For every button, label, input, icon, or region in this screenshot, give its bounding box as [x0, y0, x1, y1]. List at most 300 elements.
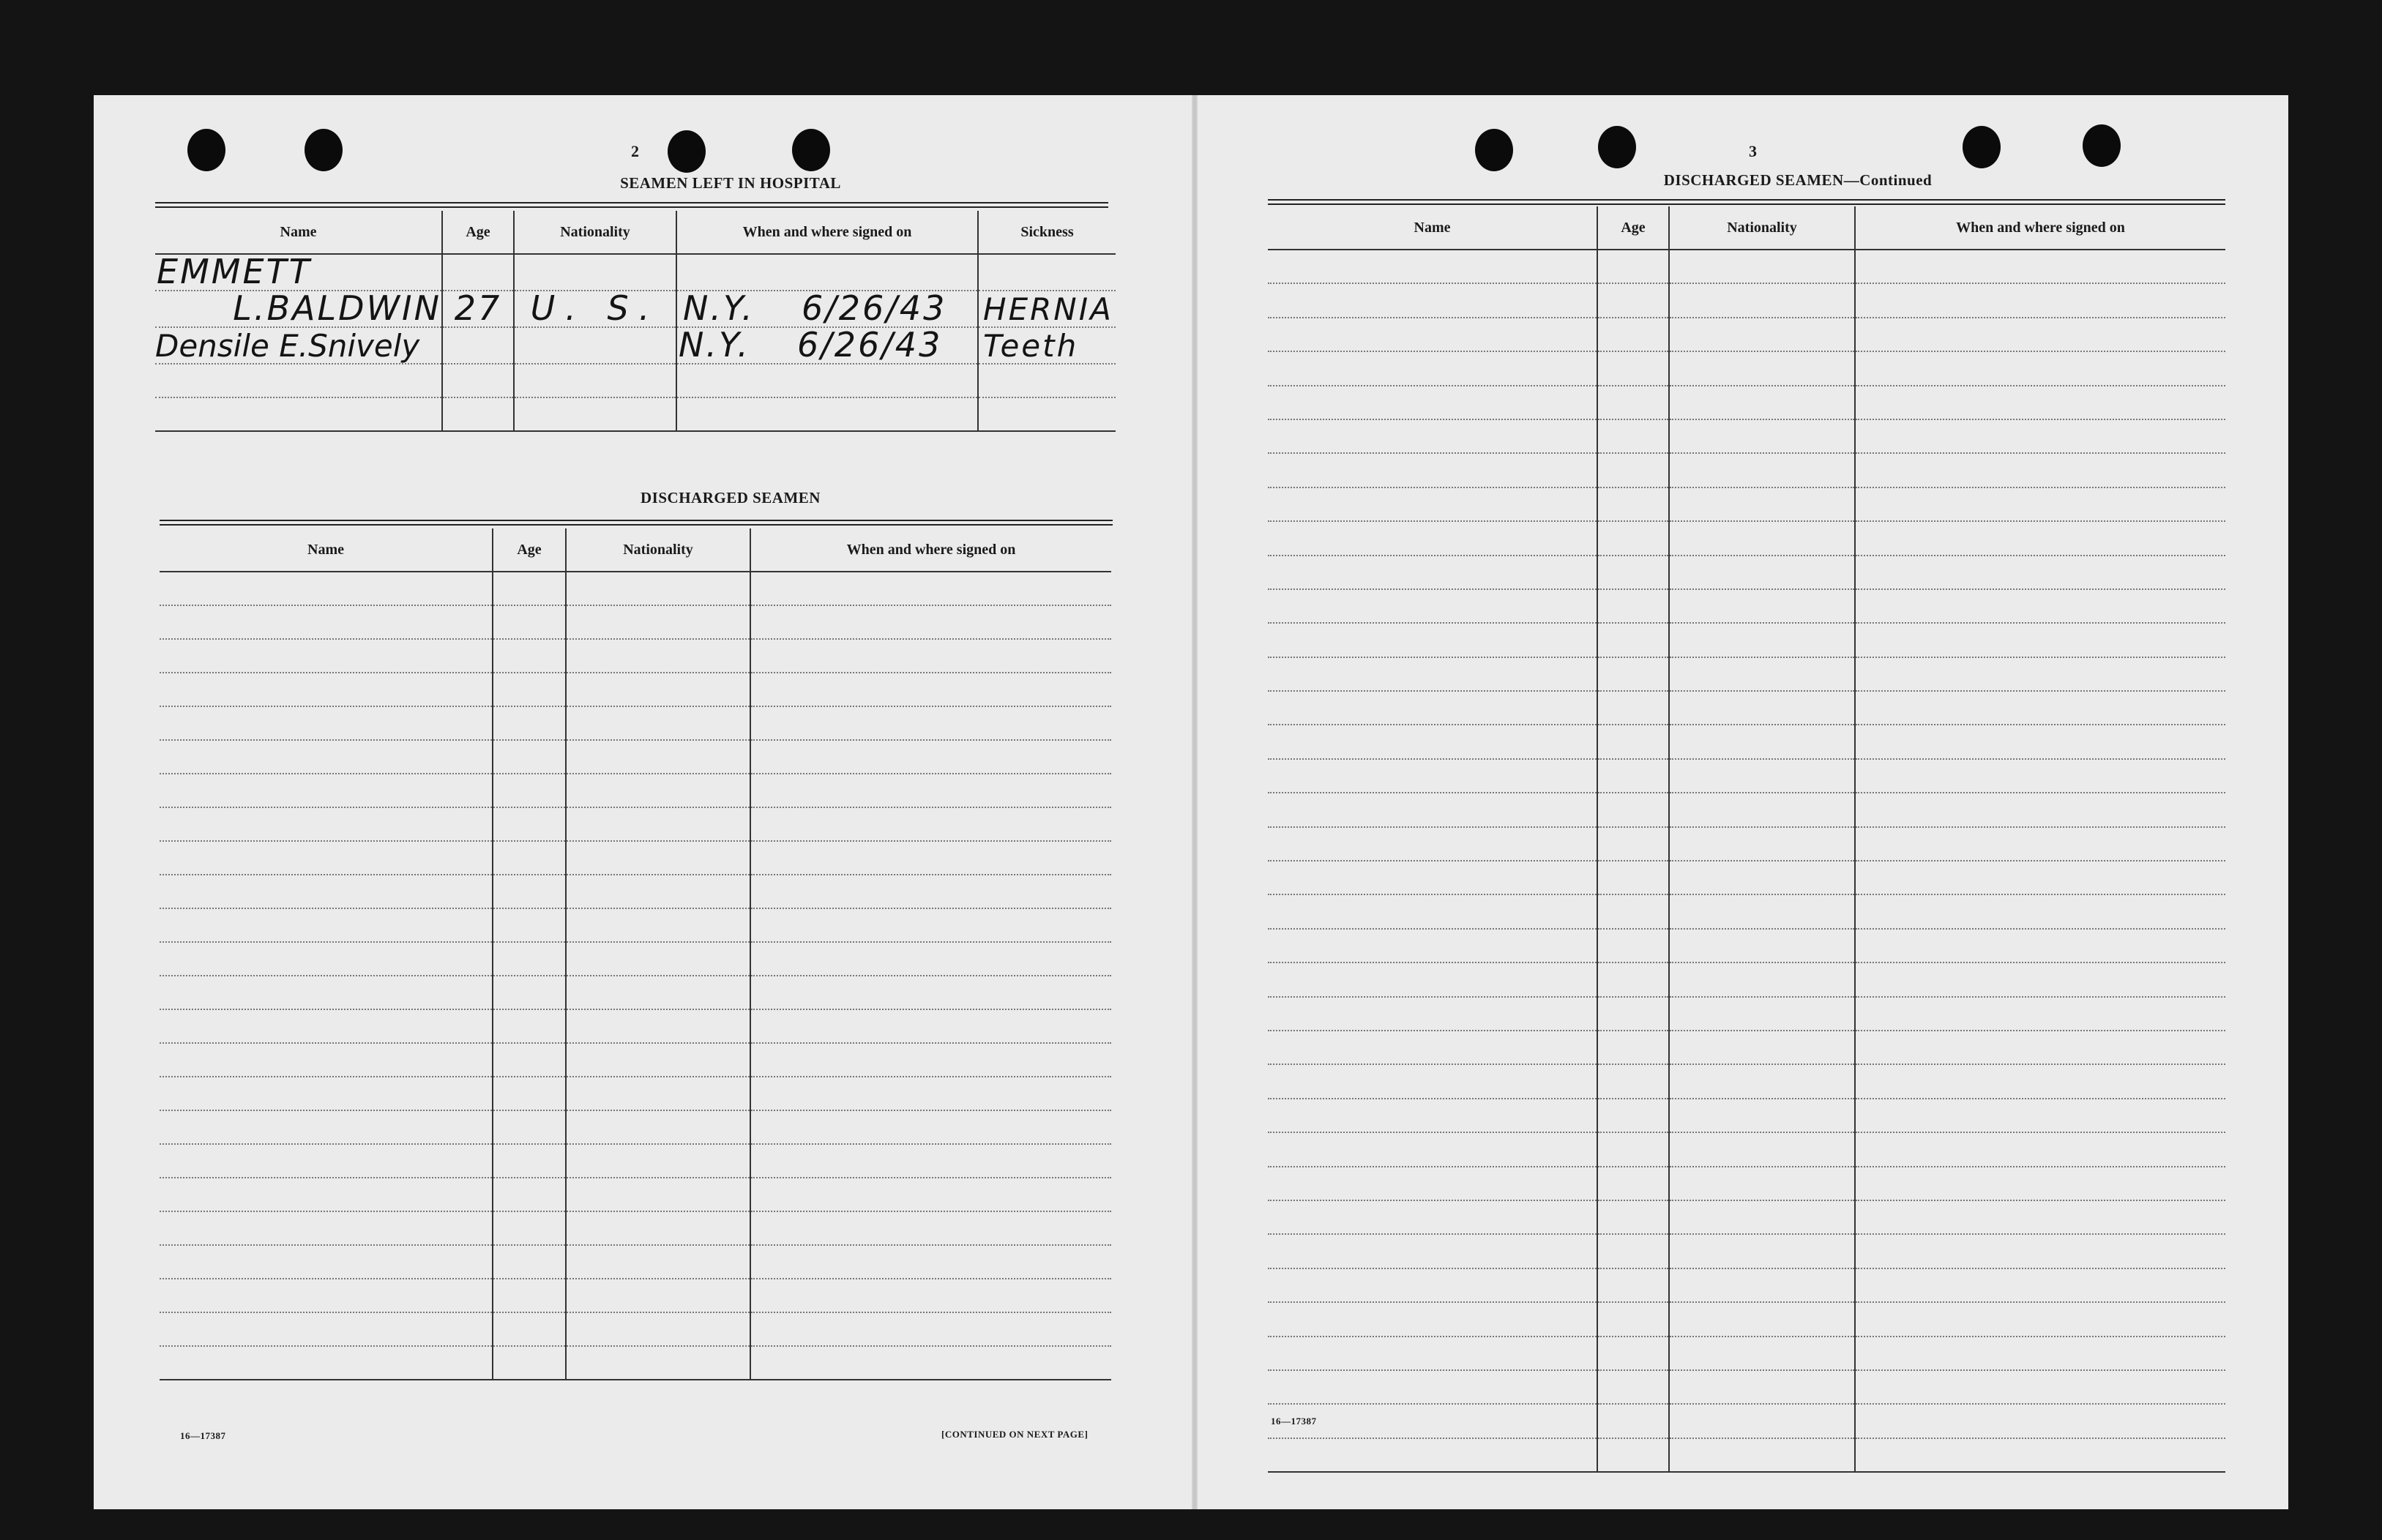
- table-cell: [1669, 1404, 1855, 1438]
- table-row: [1268, 827, 2225, 861]
- table-cell: [1669, 1302, 1855, 1336]
- table-cell: [750, 1312, 1111, 1346]
- table-row: [160, 1009, 1111, 1043]
- table-cell: [1669, 1064, 1855, 1098]
- table-row: [160, 1211, 1111, 1245]
- table-cell: [160, 976, 493, 1009]
- header-nationality: Nationality: [514, 211, 676, 254]
- table-cell: [493, 1110, 566, 1144]
- table-cell: [1597, 1132, 1669, 1166]
- table-row: [1268, 1370, 2225, 1404]
- header-age: Age: [442, 211, 514, 254]
- table-row: [160, 1144, 1111, 1178]
- table-cell: [566, 1312, 750, 1346]
- table-cell: [750, 976, 1111, 1009]
- table-row: [160, 1312, 1111, 1346]
- table-row: [160, 1279, 1111, 1312]
- table-row: [1268, 691, 2225, 725]
- table-row: [1268, 419, 2225, 453]
- table-cell: [1855, 453, 2225, 487]
- table-cell: [1669, 827, 1855, 861]
- table-cell: [750, 1279, 1111, 1312]
- table-cell: [1268, 657, 1597, 691]
- table-cell: [1268, 351, 1597, 385]
- table-cell: [1855, 929, 2225, 962]
- table-cell: [750, 875, 1111, 908]
- table-row: [160, 1245, 1111, 1279]
- table-cell: [566, 605, 750, 639]
- table-cell: [1597, 623, 1669, 657]
- hospital-section-title: SEAMEN LEFT IN HOSPITAL: [620, 174, 841, 192]
- table-row: [1268, 1099, 2225, 1132]
- table-cell: [1597, 1099, 1669, 1132]
- table-cell: [160, 572, 493, 605]
- table-cell: [160, 1178, 493, 1211]
- table-cell: [566, 875, 750, 908]
- table-cell: [1597, 453, 1669, 487]
- table-cell: [1597, 521, 1669, 555]
- table-cell: [1855, 1064, 2225, 1098]
- table-cell: [160, 908, 493, 942]
- table-cell: [750, 942, 1111, 976]
- rule: [1268, 203, 2225, 205]
- table-cell: [1669, 1132, 1855, 1166]
- table-cell: [1669, 556, 1855, 589]
- table-cell: [1597, 793, 1669, 826]
- hospital-table: [155, 211, 1116, 432]
- table-cell: [1855, 521, 2225, 555]
- table-cell: [1268, 419, 1597, 453]
- table-cell: [1597, 1404, 1669, 1438]
- table-cell: [1597, 1268, 1669, 1302]
- table-cell: [750, 1009, 1111, 1043]
- table-cell: [1597, 351, 1669, 385]
- table-cell: [750, 1110, 1111, 1144]
- header-signed-on: When and where signed on: [750, 528, 1111, 572]
- table-cell: [1268, 318, 1597, 351]
- table-cell: [493, 1346, 566, 1380]
- table-row: [1268, 623, 2225, 657]
- table-cell: [1597, 1438, 1669, 1472]
- table-cell: [160, 605, 493, 639]
- table-cell: [566, 774, 750, 807]
- table-cell: [1669, 589, 1855, 623]
- table-row: [1268, 487, 2225, 521]
- table-cell: [1855, 1438, 2225, 1472]
- table-cell: [1597, 556, 1669, 589]
- table-cell: [1597, 894, 1669, 928]
- table-cell: [1597, 657, 1669, 691]
- table-cell: [1669, 725, 1855, 758]
- table-cell: [1855, 386, 2225, 419]
- table-cell: [1669, 759, 1855, 793]
- table-row: [155, 254, 1116, 291]
- table-cell: [750, 1144, 1111, 1178]
- table-cell: [160, 1077, 493, 1110]
- table-cell: [1268, 997, 1597, 1031]
- table-row: [1268, 283, 2225, 317]
- table-row: [1268, 793, 2225, 826]
- table-cell: [750, 706, 1111, 740]
- table-cell: [750, 639, 1111, 673]
- table-cell: [1268, 623, 1597, 657]
- table-cell: [493, 1178, 566, 1211]
- table-cell: [566, 1043, 750, 1077]
- table-cell: [493, 740, 566, 774]
- rule: [160, 524, 1113, 526]
- table-row: [1268, 1234, 2225, 1268]
- table-cell: [1669, 1099, 1855, 1132]
- table-cell: [1597, 1302, 1669, 1336]
- table-cell: [160, 740, 493, 774]
- table-cell: [1597, 962, 1669, 996]
- table-cell: [493, 875, 566, 908]
- right-page: [1198, 95, 2288, 1509]
- table-cell: [566, 1009, 750, 1043]
- handwritten-place: N.Y.: [683, 288, 755, 328]
- table-cell: [493, 841, 566, 875]
- table-row: [160, 1178, 1111, 1211]
- table-cell: [1855, 997, 2225, 1031]
- table-cell: [160, 639, 493, 673]
- handwritten-age: 27: [454, 288, 502, 328]
- table-cell: [1268, 861, 1597, 894]
- table-cell: [1855, 759, 2225, 793]
- table-cell: [1669, 997, 1855, 1031]
- table-cell: [160, 1279, 493, 1312]
- table-cell: [1669, 386, 1855, 419]
- table-cell: [1669, 487, 1855, 521]
- header-name: Name: [160, 528, 493, 572]
- table-cell: [750, 841, 1111, 875]
- table-cell: [1597, 1200, 1669, 1234]
- table-row: [1268, 318, 2225, 351]
- table-cell: [493, 1009, 566, 1043]
- header-nationality: Nationality: [566, 528, 750, 572]
- table-cell: [160, 1043, 493, 1077]
- discharged-table-right: [1268, 206, 2225, 1473]
- table-cell: [1669, 657, 1855, 691]
- table-cell: [1597, 691, 1669, 725]
- table-cell: [1669, 521, 1855, 555]
- table-cell: [1855, 827, 2225, 861]
- table-cell: [566, 942, 750, 976]
- table-cell: [1669, 894, 1855, 928]
- table-cell: [1855, 623, 2225, 657]
- table-cell: [1597, 997, 1669, 1031]
- table-cell: [1597, 1337, 1669, 1370]
- table-cell: [566, 673, 750, 706]
- table-cell: [160, 1009, 493, 1043]
- table-cell: [750, 605, 1111, 639]
- table-cell: [160, 841, 493, 875]
- table-cell: [1268, 827, 1597, 861]
- table-cell: [566, 706, 750, 740]
- table-cell: [566, 908, 750, 942]
- table-cell: [493, 1144, 566, 1178]
- table-row: [1268, 1337, 2225, 1370]
- table-row: [1268, 894, 2225, 928]
- table-row: [155, 364, 1116, 397]
- table-cell: [1268, 759, 1597, 793]
- table-cell: [1268, 691, 1597, 725]
- handwritten-place: N.Y.: [679, 325, 750, 365]
- table-row: [160, 976, 1111, 1009]
- table-cell: [1855, 589, 2225, 623]
- table-cell: [160, 942, 493, 976]
- table-cell: [1268, 1132, 1597, 1166]
- table-cell: [750, 774, 1111, 807]
- table-row: [1268, 386, 2225, 419]
- table-cell: [1855, 487, 2225, 521]
- table-row: [160, 841, 1111, 875]
- table-cell: [1855, 962, 2225, 996]
- table-cell: [1855, 1099, 2225, 1132]
- table-cell: [1669, 419, 1855, 453]
- table-cell: [160, 875, 493, 908]
- table-cell: [1597, 1031, 1669, 1064]
- handwritten-name: Densile E.Snively: [155, 328, 420, 364]
- table-cell: [566, 1110, 750, 1144]
- table-cell: [1268, 453, 1597, 487]
- table-row: [155, 327, 1116, 364]
- table-cell: [566, 1077, 750, 1110]
- table-cell: [1669, 1167, 1855, 1200]
- table-cell: [1855, 1337, 2225, 1370]
- table-cell: [1669, 283, 1855, 317]
- header-signed-on: When and where signed on: [1855, 206, 2225, 250]
- table-cell: [1268, 894, 1597, 928]
- table-row: [1268, 1064, 2225, 1098]
- table-row: [160, 942, 1111, 976]
- table-row: [1268, 453, 2225, 487]
- table-cell: [1669, 1438, 1855, 1472]
- table-cell: [1597, 929, 1669, 962]
- table-row: [1268, 351, 2225, 385]
- table-cell: [1669, 318, 1855, 351]
- page-number: 2: [631, 142, 639, 160]
- header-signed-on: When and where signed on: [676, 211, 978, 254]
- table-cell: [566, 1245, 750, 1279]
- table-row: [160, 908, 1111, 942]
- table-cell: [1268, 793, 1597, 826]
- rule: [160, 520, 1113, 521]
- table-cell: [1669, 623, 1855, 657]
- header-age: Age: [1597, 206, 1669, 250]
- table-cell: [1669, 1234, 1855, 1268]
- table-cell: [1597, 725, 1669, 758]
- table-cell: [750, 1077, 1111, 1110]
- table-cell: [750, 1245, 1111, 1279]
- table-row: [1268, 1302, 2225, 1336]
- header-name: Name: [1268, 206, 1597, 250]
- table-row: [160, 706, 1111, 740]
- table-row: [1268, 861, 2225, 894]
- table-cell: [566, 976, 750, 1009]
- table-cell: [1268, 1370, 1597, 1404]
- title-main: DISCHARGED SEAMEN: [1663, 171, 1844, 189]
- table-cell: [1268, 962, 1597, 996]
- table-row: [160, 740, 1111, 774]
- rule: [155, 202, 1108, 203]
- header-sickness: Sickness: [978, 211, 1116, 254]
- table-cell: [750, 1211, 1111, 1245]
- table-row: [160, 875, 1111, 908]
- table-cell: [1855, 1132, 2225, 1166]
- table-cell: [1855, 351, 2225, 385]
- table-cell: [1268, 556, 1597, 589]
- table-cell: [1597, 1167, 1669, 1200]
- header-age: Age: [493, 528, 566, 572]
- table-cell: [1669, 453, 1855, 487]
- table-row: [160, 673, 1111, 706]
- table-cell: [1597, 419, 1669, 453]
- table-cell: [1597, 827, 1669, 861]
- table-row: [1268, 1167, 2225, 1200]
- table-cell: [750, 1178, 1111, 1211]
- table-cell: [493, 1077, 566, 1110]
- table-cell: [1855, 1167, 2225, 1200]
- table-cell: [1268, 1099, 1597, 1132]
- table-cell: [160, 1144, 493, 1178]
- table-cell: [160, 1346, 493, 1380]
- table-row: [160, 639, 1111, 673]
- table-row: [1268, 962, 2225, 996]
- table-cell: [1669, 1337, 1855, 1370]
- left-page: [94, 95, 1192, 1509]
- table-cell: [566, 639, 750, 673]
- table-cell: [566, 841, 750, 875]
- table-row: [1268, 1132, 2225, 1166]
- table-row: [1268, 997, 2225, 1031]
- table-cell: [1597, 861, 1669, 894]
- table-cell: [750, 807, 1111, 841]
- table-cell: [1669, 1200, 1855, 1234]
- table-cell: [160, 706, 493, 740]
- table-cell: [493, 706, 566, 740]
- table-cell: [750, 572, 1111, 605]
- table-cell: [160, 1245, 493, 1279]
- table-row: [1268, 929, 2225, 962]
- table-row: [1268, 589, 2225, 623]
- table-row: [160, 1346, 1111, 1380]
- table-cell: [1855, 250, 2225, 283]
- table-row: [1268, 1438, 2225, 1472]
- table-cell: [1597, 386, 1669, 419]
- table-row: [1268, 1200, 2225, 1234]
- table-cell: [493, 774, 566, 807]
- discharged-continued-title: [1505, 171, 2091, 190]
- table-cell: [566, 572, 750, 605]
- table-row: [1268, 556, 2225, 589]
- table-cell: [493, 572, 566, 605]
- table-cell: [493, 673, 566, 706]
- table-row: [1268, 657, 2225, 691]
- table-cell: [1855, 793, 2225, 826]
- table-cell: [1855, 1302, 2225, 1336]
- table-cell: [566, 1211, 750, 1245]
- table-cell: [160, 673, 493, 706]
- table-cell: [1669, 861, 1855, 894]
- table-cell: [1669, 1031, 1855, 1064]
- table-row: [160, 572, 1111, 605]
- table-cell: [1268, 386, 1597, 419]
- table-cell: [750, 1043, 1111, 1077]
- table-cell: [1669, 250, 1855, 283]
- table-cell: [1855, 1200, 2225, 1234]
- table-cell: [1268, 487, 1597, 521]
- table-cell: [1855, 1234, 2225, 1268]
- table-cell: [750, 673, 1111, 706]
- table-cell: [1855, 1370, 2225, 1404]
- table-cell: [750, 1346, 1111, 1380]
- table-cell: [1268, 250, 1597, 283]
- table-cell: [566, 1346, 750, 1380]
- table-cell: [1268, 1404, 1597, 1438]
- header-name: Name: [155, 211, 442, 254]
- document-sheet: [94, 95, 2288, 1509]
- table-cell: [1268, 1167, 1597, 1200]
- table-cell: [566, 807, 750, 841]
- table-cell: [566, 1144, 750, 1178]
- table-cell: [1268, 283, 1597, 317]
- table-cell: [1597, 1370, 1669, 1404]
- table-cell: [1669, 962, 1855, 996]
- table-cell: [493, 908, 566, 942]
- table-cell: [493, 1245, 566, 1279]
- rule: [1268, 199, 2225, 201]
- table-cell: [1855, 894, 2225, 928]
- table-cell: [493, 639, 566, 673]
- table-row: [1268, 250, 2225, 283]
- table-cell: [1268, 1302, 1597, 1336]
- table-cell: [1855, 419, 2225, 453]
- table-cell: [1268, 1064, 1597, 1098]
- page-number: 3: [1749, 142, 1757, 160]
- table-cell: [566, 1279, 750, 1312]
- table-cell: [566, 740, 750, 774]
- table-cell: [1597, 1234, 1669, 1268]
- handwritten-name: EMMETT: [157, 252, 312, 291]
- table-cell: [160, 1312, 493, 1346]
- handwritten-sickness: HERNIA: [983, 291, 1113, 327]
- table-cell: [1669, 1268, 1855, 1302]
- handwritten-nationality: U. S.: [530, 288, 660, 328]
- table-row: [1268, 725, 2225, 758]
- table-row: [1268, 759, 2225, 793]
- handwritten-date: 6/26/43: [802, 288, 947, 328]
- table-cell: [1268, 929, 1597, 962]
- table-cell: [493, 976, 566, 1009]
- continued-note: [CONTINUED ON NEXT PAGE]: [941, 1429, 1089, 1440]
- table-row: [160, 1043, 1111, 1077]
- form-number: 16—17387: [1271, 1416, 1317, 1427]
- table-row: [1268, 521, 2225, 555]
- table-cell: [1268, 1337, 1597, 1370]
- table-cell: [160, 1110, 493, 1144]
- table-cell: [493, 942, 566, 976]
- table-cell: [1268, 521, 1597, 555]
- table-cell: [1268, 1268, 1597, 1302]
- table-cell: [1855, 861, 2225, 894]
- discharged-table-left: [160, 528, 1111, 1380]
- table-cell: [750, 908, 1111, 942]
- table-cell: [493, 1279, 566, 1312]
- table-cell: [750, 740, 1111, 774]
- discharged-section-title: DISCHARGED SEAMEN: [641, 489, 821, 507]
- table-cell: [1268, 725, 1597, 758]
- table-row: [1268, 1404, 2225, 1438]
